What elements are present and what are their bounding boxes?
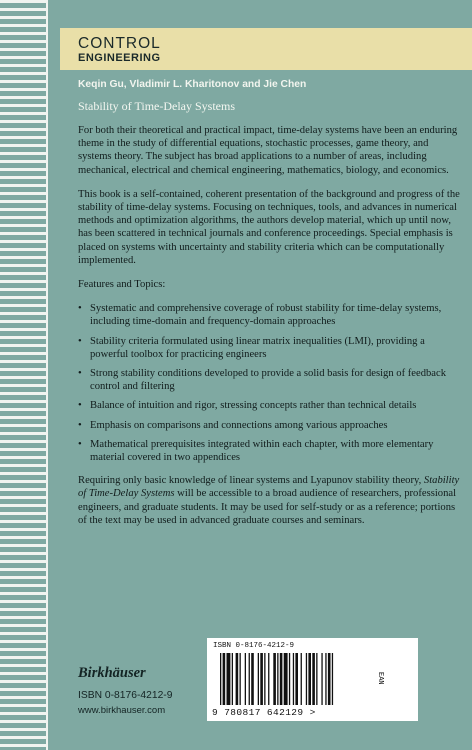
barcode-bar <box>251 653 254 705</box>
barcode-bar <box>295 653 298 705</box>
bullet-icon: • <box>78 400 82 412</box>
description-body <box>78 124 460 538</box>
feature-item: • Emphasis on comparisons and connections among various approaches <box>78 419 388 431</box>
stripe-column <box>0 0 46 750</box>
barcode-bars <box>220 653 380 705</box>
barcode-bar <box>245 653 246 705</box>
stripe-divider <box>46 0 48 750</box>
barcode-bar <box>289 653 290 705</box>
barcode-bar <box>227 653 231 705</box>
paragraph-1: For both their theoretical and practical impact, time-delay systems have been an enduring theme in the study of differential equations, stochastic processes, game theory, and systems theory. The subject has broad applications to a number of areas, including mechanical, electrical and chemical engineering, mathematics, biology, and economics. <box>78 125 458 176</box>
barcode-bar <box>249 653 250 705</box>
barcode-bar <box>220 653 221 705</box>
barcode-digits: 9 780817 642129 > <box>212 707 316 718</box>
barcode-bar <box>280 653 283 705</box>
closing-title-italic: Stability of Time-Delay Systems <box>78 475 460 500</box>
barcode-ean-label: EAN <box>376 672 384 685</box>
barcode-bar <box>268 653 269 705</box>
feature-item: • Strong stability conditions developed to provide a solid basis for design of feedback control and filtering <box>78 368 446 393</box>
series-name-line2: ENGINEERING <box>78 52 161 64</box>
book-title: Stability of Time-Delay Systems <box>78 99 236 113</box>
barcode-bar <box>236 653 239 705</box>
barcode-bar <box>258 653 259 705</box>
barcode-bar <box>316 653 317 705</box>
features-heading: Features and Topics: <box>78 279 166 291</box>
paragraph-2: This book is a self-contained, coherent presentation of the background and progress of the stability of time-delay systems. Focusing on techniques, tools, and advances in numerical methods and optimization algorithms, the authors develop material, which up until now, has been scattered in technical journals and conference proceedings. Special emphasis is placed on systems with uncertainty and stability criteria which can be computationally implemented. <box>78 188 460 266</box>
bullet-icon: • <box>78 335 82 347</box>
barcode-isbn-label: ISBN 0-8176-4212-9 <box>213 642 295 650</box>
barcode-bar <box>223 653 226 705</box>
barcode-bar <box>277 653 278 705</box>
bullet-icon: • <box>78 419 82 431</box>
features-list <box>78 302 460 464</box>
barcode-bar <box>325 653 326 705</box>
barcode-bar <box>284 653 288 705</box>
feature-item: • Balance of intuition and rigor, stressing concepts rather than technical details <box>78 400 417 412</box>
barcode-bar <box>328 653 331 705</box>
barcode-bar <box>308 653 311 705</box>
barcode-bar <box>240 653 241 705</box>
authors: Keqin Gu, Vladimir L. Kharitonov and Jie Chen <box>78 79 307 90</box>
isbn: ISBN 0-8176-4212-9 <box>78 690 173 701</box>
bullet-icon: • <box>78 368 82 380</box>
feature-item: • Mathematical prerequisites integrated within each chapter, with more elementary material covered in two appendices <box>78 438 434 464</box>
bullet-icon: • <box>78 303 82 315</box>
publisher-logo: Birkhäuser <box>78 665 146 681</box>
closing-paragraph: Requiring only basic knowledge of linear systems and Lyapunov stability theory, Stability of Time-Delay Systems will be accessible to a broad audience of researchers, professional engineers, and graduate students. It may be used for self-study or as a reference; portions of the text may be used in advanced graduate courses and seminars. <box>78 475 460 526</box>
barcode-bar <box>306 653 307 705</box>
barcode-bar <box>312 653 315 705</box>
barcode-bar <box>293 653 294 705</box>
barcode-bar <box>260 653 263 705</box>
barcode-bar <box>332 653 333 705</box>
barcode-bar <box>301 653 302 705</box>
barcode-bar <box>264 653 265 705</box>
feature-item: • Stability criteria formulated using linear matrix inequalities (LMI), providing a powerful toolbox for practicing engineers <box>78 335 425 360</box>
series-name-line1: CONTROL <box>78 35 161 52</box>
barcode-bar <box>321 653 322 705</box>
website: www.birkhauser.com <box>78 705 166 716</box>
barcode-bar <box>273 653 276 705</box>
feature-item: • Systematic and comprehensive coverage of robust stability for time-delay systems, including time-domain and frequency-domain approaches <box>78 303 442 328</box>
bullet-icon: • <box>78 438 82 450</box>
barcode-bar <box>232 653 233 705</box>
